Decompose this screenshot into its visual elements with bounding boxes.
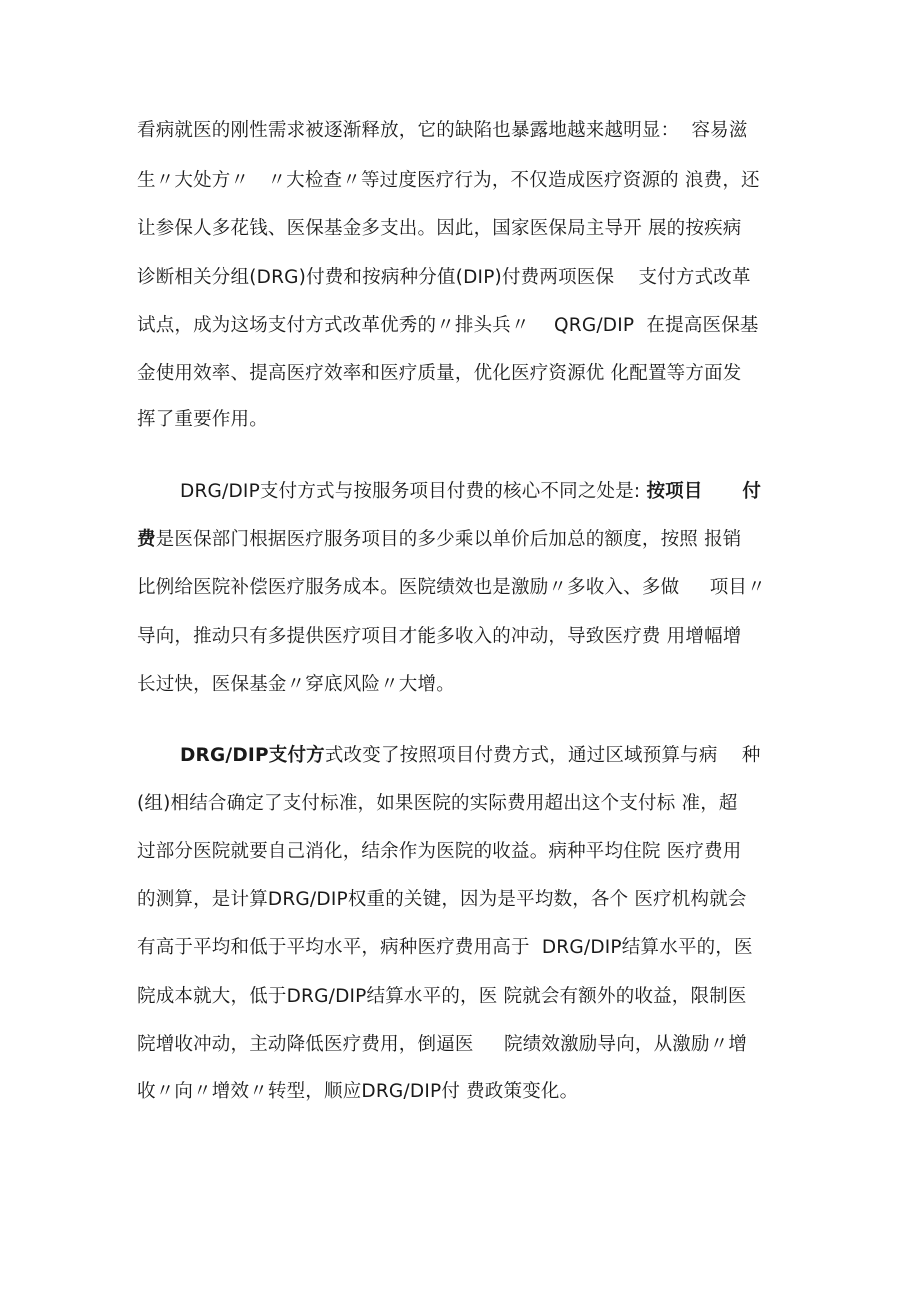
text-line (137, 263, 751, 293)
text-line (137, 1030, 747, 1060)
text-run: 是医保部门根据医疗服务项目的多少乘以单价后加总的额度，按照 报销 (155, 529, 742, 550)
text-line (137, 670, 455, 700)
text-run: 长过快，医保基金〃穿底风险〃大增。 (137, 674, 455, 695)
text-run: 过部分医院就要自己消化，结余作为医院的收益。病种平均住院 医疗费用 (137, 841, 742, 862)
text-run: 院增收冲动，主动降低医疗费用，倒逼医 院绩效激励导向，从激励〃增 (137, 1034, 748, 1055)
bold-text-run: 费 (137, 529, 156, 550)
text-line (137, 311, 759, 341)
text-run: 的测算，是计算DRG/DIP权重的关键，因为是平均数，各个 医疗机构就会 (137, 889, 747, 910)
text-line (137, 525, 742, 555)
text-run: 试点，成为这场支付方式改革优秀的〃排头兵〃 QRG/DIP 在提高医保基 (137, 315, 759, 336)
text-line (137, 116, 748, 146)
text-line (137, 214, 741, 244)
text-line (137, 405, 268, 435)
bold-text-run: DRG/DIP支付方 (180, 745, 325, 766)
text-line (137, 166, 760, 196)
text-line (137, 359, 741, 389)
text-line (137, 982, 747, 1012)
text-run: 院成本就大，低于DRG/DIP结算水平的，医 院就会有额外的收益，限制医 (137, 986, 747, 1007)
text-run: (组)相结合确定了支付标准，如果医院的实际费用超出这个支付标 准，超 (137, 793, 738, 814)
text-run: DRG/DIP支付方式与按服务项目付费的核心不同之处是: (180, 481, 647, 502)
text-run: 生〃大处方〃 〃大检查〃等过度医疗行为，不仅造成医疗资源的 浪费，还 (137, 170, 760, 191)
text-line (180, 741, 761, 771)
text-line (137, 573, 766, 603)
text-run: 挥了重要作用。 (137, 409, 268, 430)
text-run: 看病就医的刚性需求被逐渐释放，它的缺陷也暴露地越来越明显： 容易滋 (137, 120, 748, 141)
text-line (137, 885, 747, 915)
text-line (137, 933, 753, 963)
text-run: 金使用效率、提高医疗效率和医疗质量，优化医疗资源优 化配置等方面发 (137, 363, 742, 384)
text-line (137, 622, 741, 652)
text-run: 让参保人多花钱、医保基金多支出。因此，国家医保局主导开 展的按疾病 (137, 218, 742, 239)
text-line (137, 789, 738, 819)
text-line (180, 477, 761, 507)
text-run: 导向，推动只有多提供医疗项目才能多收入的冲动，导致医疗费 用增幅增 (137, 626, 742, 647)
text-run: 比例给医院补偿医疗服务成本。医院绩效也是激励〃多收入、多做 项目〃 (137, 577, 766, 598)
text-run: 式改变了按照项目付费方式，通过区域预算与病 种 (324, 745, 761, 766)
bold-text-run: 按项目 付 (646, 481, 762, 502)
text-run: 有高于平均和低于平均水平，病种医疗费用高于 DRG/DIP结算水平的，医 (137, 937, 753, 958)
text-line (137, 1077, 578, 1107)
text-run: 收〃向〃增效〃转型，顺应DRG/DIP付 费政策变化。 (137, 1081, 579, 1102)
text-line (137, 837, 741, 867)
text-run: 诊断相关分组(DRG)付费和按病种分值(DIP)付费两项医保 支付方式改革 (137, 267, 751, 288)
